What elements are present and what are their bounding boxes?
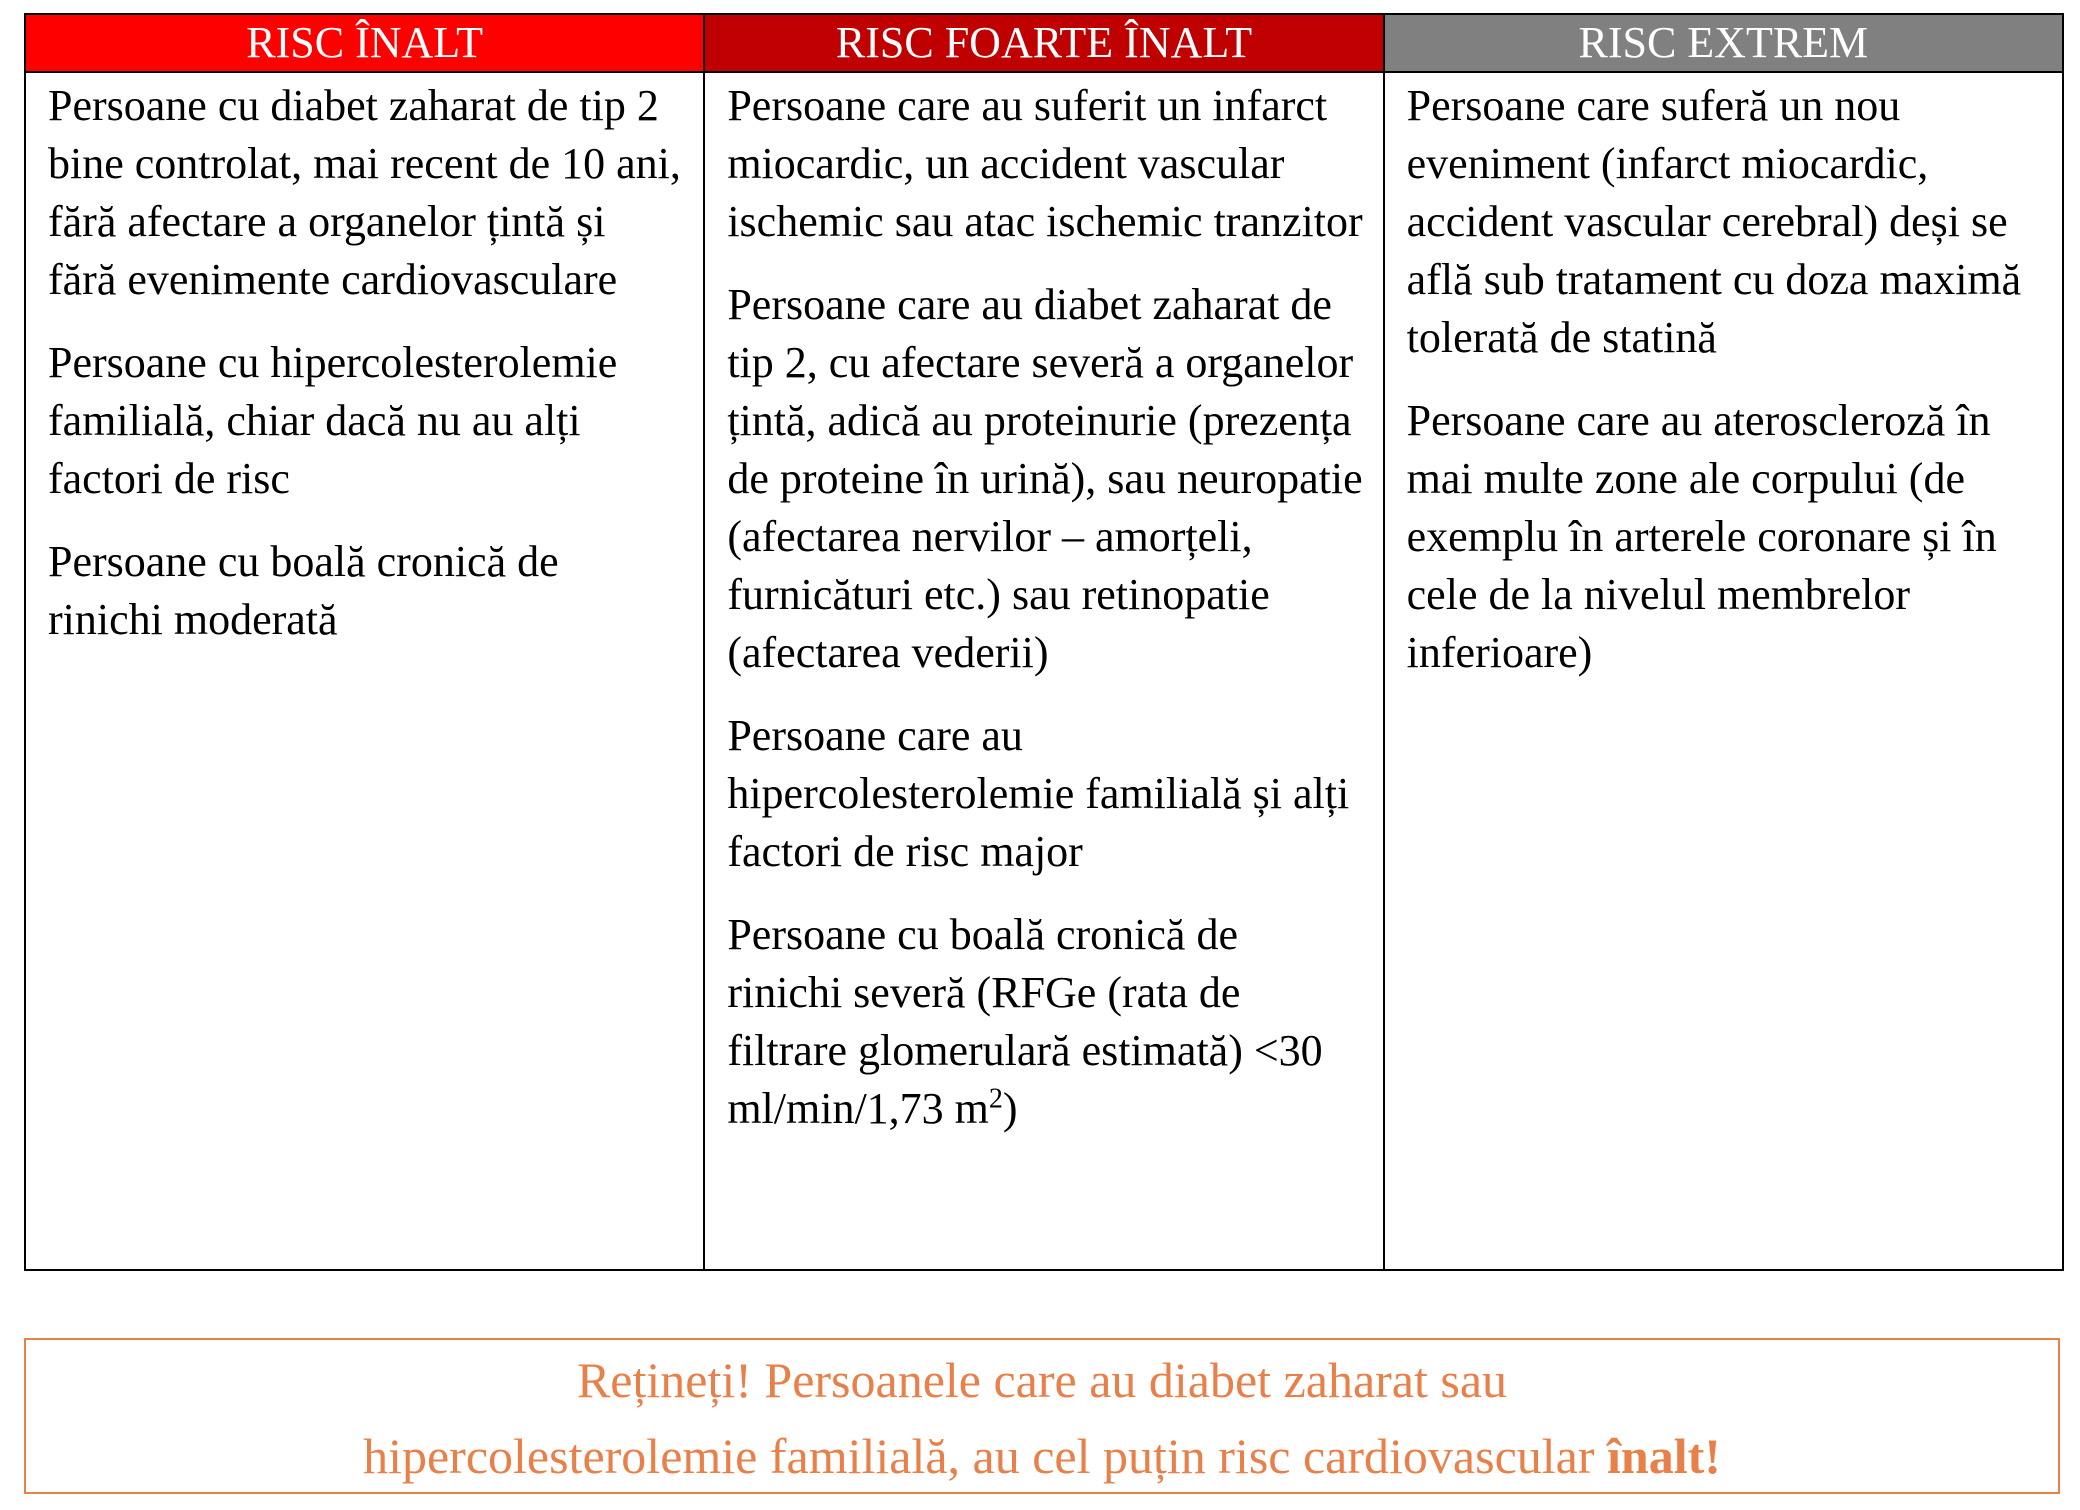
list-item: Persoane care au suferit un infarct miocardic, un accident vascular ischemic sau atac ischemic tranzitor — [727, 81, 1363, 246]
list-item: Persoane care au hipercolesterolemie familială și alți factori de risc major — [727, 711, 1350, 876]
list-item: Persoane cu hipercolesterolemie familială, chiar dacă nu au alți factori de risc — [48, 338, 618, 503]
column-risc-extrem — [1384, 72, 2063, 1270]
header-row — [25, 14, 2063, 72]
list-item: Persoane cu boală cronică de rinichi moderată — [48, 537, 559, 644]
list-item: Persoane care au diabet zaharat de tip 2, cu afectare severă a organelor țintă, adică au proteinurie (prezența de proteine în urină), sau neuropatie (afectarea nervilor – amorțeli, furnicături etc.) sau retinopatie (afectarea vederii) — [727, 280, 1363, 677]
list-item: Persoane cu diabet zaharat de tip 2 bine controlat, mai recent de 10 ani, fără afectare a organelor țintă și fără evenimente cardiovasculare — [48, 81, 681, 304]
note-line-2-text: hipercolesterolemie familială, au cel puțin risc cardiovascular — [363, 1428, 1607, 1484]
superscript-2: 2 — [988, 1083, 1003, 1115]
note-line-2 — [26, 1418, 2058, 1494]
list-item: Persoane care suferă un nou eveniment (infarct miocardic, accident vascular cerebral) deși se află sub tratament cu doza maximă tolerată de statină — [1406, 81, 2022, 362]
header-risc-inalt: RISC ÎNALT — [25, 14, 704, 72]
kidney-suffix: ) — [1002, 1084, 1018, 1133]
risk-table — [24, 13, 2064, 1271]
list-item-kidney — [727, 906, 1362, 1138]
note-bold-word: înalt! — [1607, 1428, 1721, 1484]
content-row — [25, 72, 2063, 1270]
note-box — [24, 1338, 2060, 1494]
column-risc-foarte-inalt — [704, 72, 1383, 1270]
note-line-1: Rețineți! Persoanele care au diabet zaharat sau — [576, 1352, 1508, 1408]
header-risc-foarte-inalt: RISC FOARTE ÎNALT — [704, 14, 1383, 72]
list-item: Persoane care au ateroscleroză în mai multe zone ale corpului (de exemplu în arterele coronare și în cele de la nivelul membrelor inferioare) — [1406, 396, 1997, 677]
header-risc-extrem: RISC EXTREM — [1384, 14, 2063, 72]
column-risc-inalt — [25, 72, 704, 1270]
kidney-text: Persoane cu boală cronică de rinichi severă (RFGe (rata de filtrare glomerulară estimată) <30 ml/min/1,73 m — [727, 910, 1323, 1133]
